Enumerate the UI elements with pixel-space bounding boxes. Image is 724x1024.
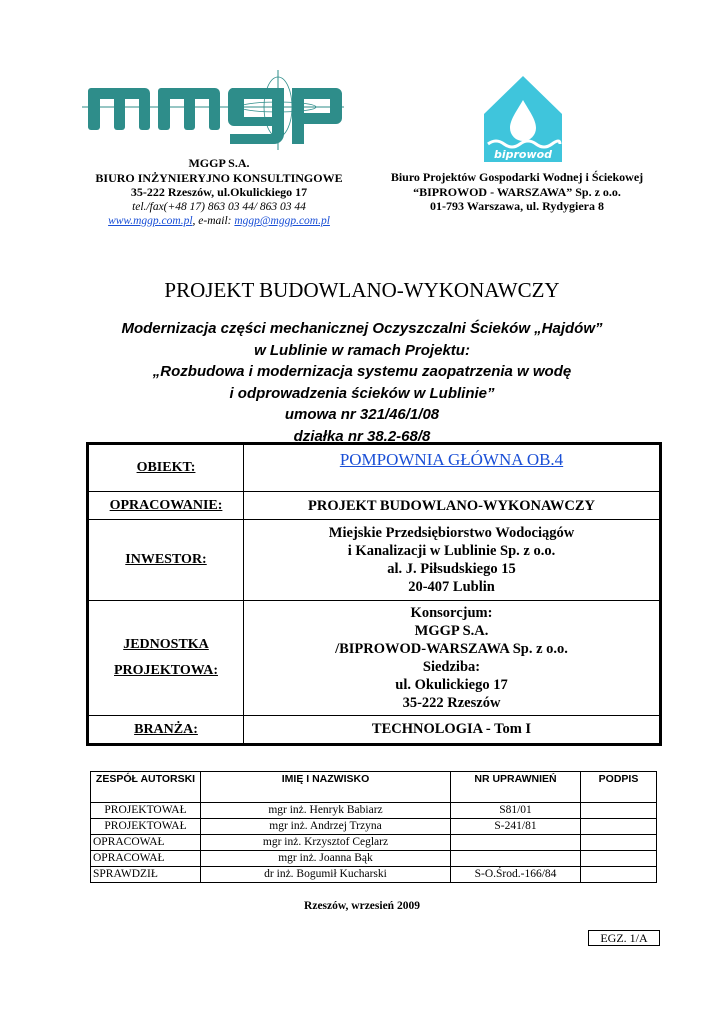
name-cell: mgr inż. Andrzej Trzyna: [201, 819, 451, 835]
row-branza: [89, 716, 659, 743]
role-cell: PROJEKTOWAŁ: [91, 819, 201, 835]
role-cell: OPRACOWAŁ: [91, 835, 201, 851]
copy-number-badge: EGZ. 1/A: [588, 930, 660, 946]
branza-label: BRANŻA:: [89, 716, 244, 743]
svg-text:biprowod: biprowod: [493, 148, 553, 161]
subtitle-line: Modernizacja części mechanicznej Oczyszczalni Ścieków „Hajdów”: [121, 320, 603, 337]
header-license: NR UPRAWNIEŃ: [451, 772, 581, 803]
biprowod-company: “BIPROWOD - WARSZAWA” Sp. z o.o.: [413, 184, 621, 199]
name-cell: mgr inż. Krzysztof Ceglarz: [201, 835, 451, 851]
jednostka-line: ul. Okulickiego 17: [395, 677, 508, 693]
row-opracowanie: [89, 492, 659, 520]
subtitle-line: i odprowadzenia ścieków w Lublinie”: [229, 384, 495, 402]
jednostka-line: Siedziba:: [422, 659, 481, 675]
table-row: [91, 835, 657, 851]
place-and-date: Rzeszów, wrzesień 2009: [304, 900, 420, 912]
obiekt-value: POMPOWNIA GŁÓWNA OB.4: [339, 450, 564, 469]
license-cell: S81/01: [451, 803, 581, 819]
email-link[interactable]: mggp@mggp.com.pl: [234, 215, 330, 227]
email-prefix: , e-mail:: [192, 215, 235, 227]
inwestor-line: 20-407 Lublin: [408, 579, 495, 595]
authors-header-row: [91, 772, 657, 803]
inwestor-value: [244, 520, 659, 600]
opracowanie-value: PROJEKT BUDOWLANO-WYKONAWCZY: [308, 497, 595, 514]
biprowod-name: Biuro Projektów Gospodarki Wodnej i Ściekowej: [390, 170, 644, 184]
authors-table: [90, 771, 657, 883]
header-signature: PODPIS: [581, 772, 657, 803]
table-row: [91, 803, 657, 819]
signature-cell: [581, 867, 657, 883]
table-row: [91, 867, 657, 883]
header-name: IMIĘ I NAZWISKO: [201, 772, 451, 803]
jednostka-label-line: PROJEKTOWA:: [114, 663, 218, 678]
name-cell: mgr inż. Henryk Babiarz: [201, 803, 451, 819]
license-cell: S-O.Środ.-166/84: [451, 867, 581, 883]
signature-cell: [581, 819, 657, 835]
biprowod-address-block: [372, 170, 662, 214]
plot-number: działka nr 38.2-68/8: [293, 427, 431, 445]
role-cell: SPRAWDZIŁ: [91, 867, 201, 883]
license-cell: [451, 835, 581, 851]
role-cell: PROJEKTOWAŁ: [91, 803, 201, 819]
subtitle-line: „Rozbudowa i modernizacja systemu zaopatrzenia w wodę: [152, 363, 572, 380]
table-row: [91, 851, 657, 867]
project-description: [70, 318, 654, 447]
company-type: BIURO INŻYNIERYJNO KONSULTINGOWE: [95, 170, 343, 185]
jednostka-line: 35-222 Rzeszów: [402, 695, 501, 711]
biprowod-address: 01-793 Warszawa, ul. Rydygiera 8: [429, 199, 605, 213]
signature-cell: [581, 803, 657, 819]
license-cell: [451, 851, 581, 867]
jednostka-value: [244, 601, 659, 715]
branza-value: TECHNOLOGIA - Tom I: [371, 721, 532, 737]
company-name: MGGP S.A.: [188, 156, 250, 170]
role-cell: OPRACOWAŁ: [91, 851, 201, 867]
row-inwestor: [89, 520, 659, 601]
obiekt-label: OBIEKT:: [89, 445, 244, 491]
subtitle-line: w Lublinie w ramach Projektu:: [254, 341, 470, 359]
signature-cell: [581, 835, 657, 851]
name-cell: dr inż. Bogumił Kucharski: [201, 867, 451, 883]
biprowod-logo: [482, 74, 564, 166]
table-row: [91, 819, 657, 835]
row-jednostka: [89, 601, 659, 716]
company-address: 35-222 Rzeszów, ul.Okulickiego 17: [130, 185, 308, 199]
license-cell: S-241/81: [451, 819, 581, 835]
signature-cell: [581, 851, 657, 867]
mggp-address-block: [60, 156, 378, 229]
opracowanie-label: OPRACOWANIE:: [89, 492, 244, 519]
inwestor-line: al. J. Piłsudskiego 15: [387, 561, 516, 577]
jednostka-line: /BIPROWOD-WARSZAWA Sp. z o.o.: [335, 641, 568, 657]
inwestor-line: i Kanalizacji w Lublinie Sp. z o.o.: [347, 543, 556, 559]
inwestor-line: Miejskie Przedsiębiorstwo Wodociągów: [328, 525, 575, 541]
company-phone: tel./fax(+48 17) 863 03 44/ 863 03 44: [132, 200, 306, 213]
inwestor-label: INWESTOR:: [89, 520, 244, 600]
project-info-table: [86, 442, 662, 746]
jednostka-line: Konsorcjum:: [410, 605, 493, 621]
document-title: PROJEKT BUDOWLANO-WYKONAWCZY: [164, 278, 560, 302]
mggp-logo: [82, 70, 344, 150]
jednostka-line: MGGP S.A.: [414, 623, 489, 639]
name-cell: mgr inż. Joanna Bąk: [201, 851, 451, 867]
jednostka-label: [89, 601, 244, 715]
header-team: ZESPÓŁ AUTORSKI: [91, 772, 201, 803]
contract-number: umowa nr 321/46/1/08: [284, 406, 440, 423]
row-obiekt: [89, 445, 659, 492]
jednostka-label-line: JEDNOSTKA: [123, 637, 209, 652]
website-link[interactable]: www.mggp.com.pl: [108, 215, 193, 227]
